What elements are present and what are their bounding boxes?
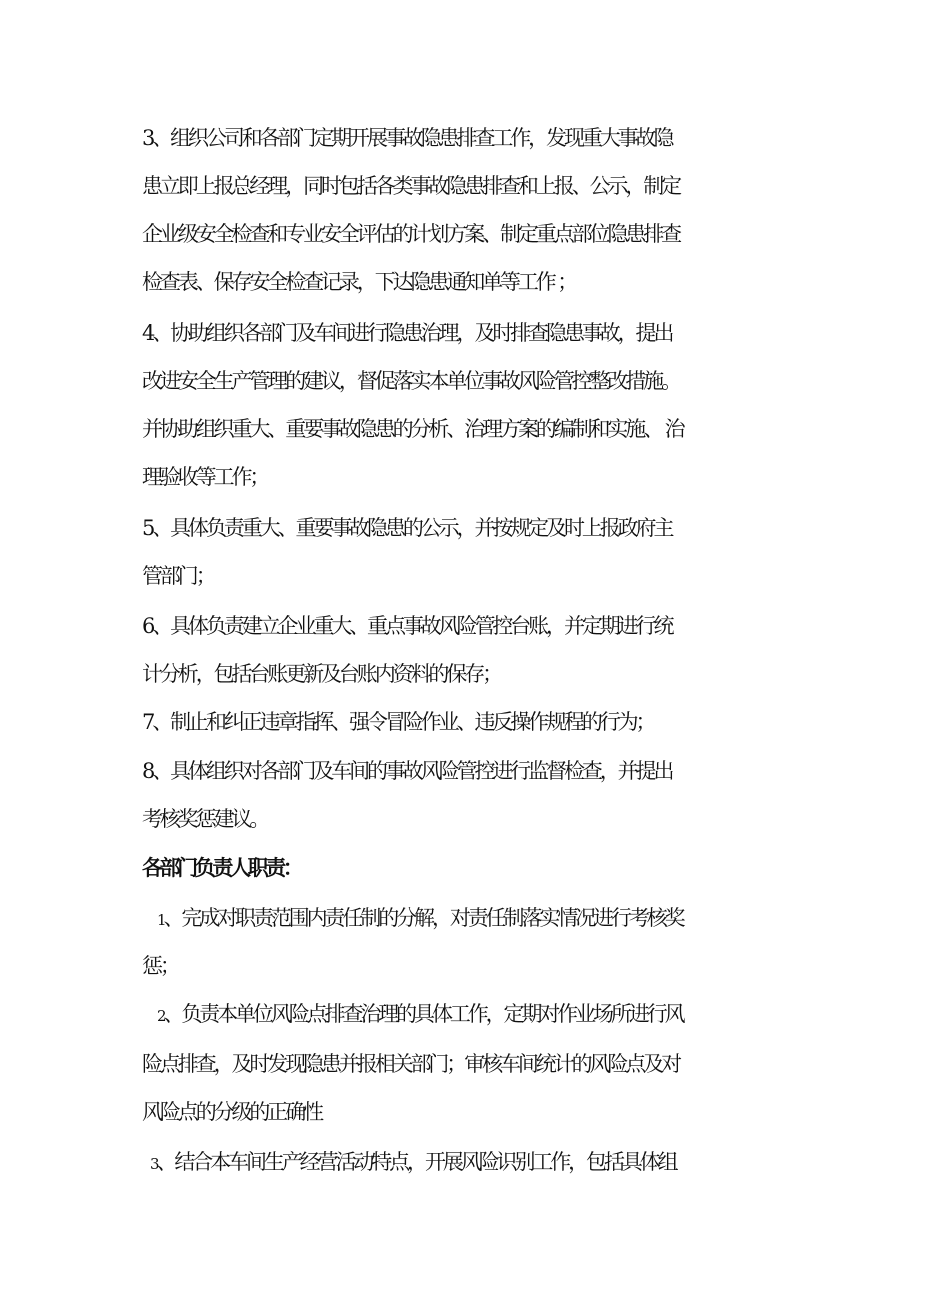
paragraph-7-line-1: 7、制止和纠正违章指挥、强令冒险作业、违反操作规程的行为； bbox=[142, 710, 654, 734]
duty-3-line-1 bbox=[150, 1148, 810, 1178]
paragraph-3-line-2: 患立即上报总经理，同时包括各类事故隐患排查和上报、公示，制定 bbox=[142, 174, 679, 198]
paragraph-4-line-4: 理验收等工作； bbox=[142, 465, 268, 489]
paragraph-8-line-1: 8、具体组织对各部门及车间的事故风险管控进行监督检查，并提出 bbox=[142, 759, 672, 783]
duty-1-text: 、完成对职责范围内责任制的分解，对责任制落实情况进行考核奖 bbox=[163, 906, 683, 930]
duty-3-text: 、结合本车间生产经营活动特点，开展风险识别工作，包括具体组 bbox=[156, 1150, 676, 1174]
duty-1-line-2: 惩； bbox=[142, 954, 178, 978]
paragraph-6-line-2: 计分析，包括台账更新及台账内资料的保存； bbox=[142, 662, 500, 686]
paragraph-5-line-1: 5、具体负责重大、重要事故隐患的公示，并按规定及时上报政府主 bbox=[142, 516, 672, 540]
paragraph-6-line-1: 6、具体负责建立企业重大、重点事故风险管控台账，并定期进行统 bbox=[142, 614, 672, 638]
duty-2-line-2: 险点排查，及时发现隐患并报相关部门；审核车间统计的风险点及对 bbox=[142, 1052, 679, 1076]
paragraph-5-line-2: 管部门； bbox=[142, 564, 214, 588]
paragraph-8-line-2: 考核奖惩建议。 bbox=[142, 807, 268, 831]
paragraph-3-line-3: 企业级安全检查和专业安全评估的计划方案、制定重点部位隐患排查 bbox=[142, 222, 679, 246]
duty-3-number: 3 bbox=[150, 1155, 157, 1173]
duty-2-text: 、负责本单位风险点排查治理的具体工作，定期对作业场所进行风 bbox=[163, 1002, 683, 1026]
duty-2-line-3: 风险点的分级的正确性 bbox=[142, 1100, 321, 1124]
section-heading: 各部门负责人职责： bbox=[142, 855, 301, 880]
paragraph-3-line-1: 3、组织公司和各部门定期开展事故隐患排查工作，发现重大事故隐 bbox=[142, 126, 672, 150]
paragraph-4-line-2: 改进安全生产管理的建议，督促落实本单位事故风险管控整改措施。 bbox=[142, 369, 679, 393]
paragraph-4-line-3: 并协助组织重大、重要事故隐患的分析、治理方案的编制和实施、 治 bbox=[142, 417, 683, 441]
duty-1-number: 1 bbox=[157, 911, 164, 929]
duty-2-number: 2 bbox=[157, 1007, 164, 1025]
duty-2-line-1 bbox=[157, 1000, 817, 1030]
duty-1-line-1 bbox=[157, 904, 817, 934]
paragraph-3-line-4: 检查表、保存安全检查记录，下达隐患通知单等工作 ； bbox=[142, 270, 576, 294]
paragraph-4-line-1: 4、协助组织各部门及车间进行隐患治理，及时排查隐患事故，提出 bbox=[142, 321, 672, 345]
